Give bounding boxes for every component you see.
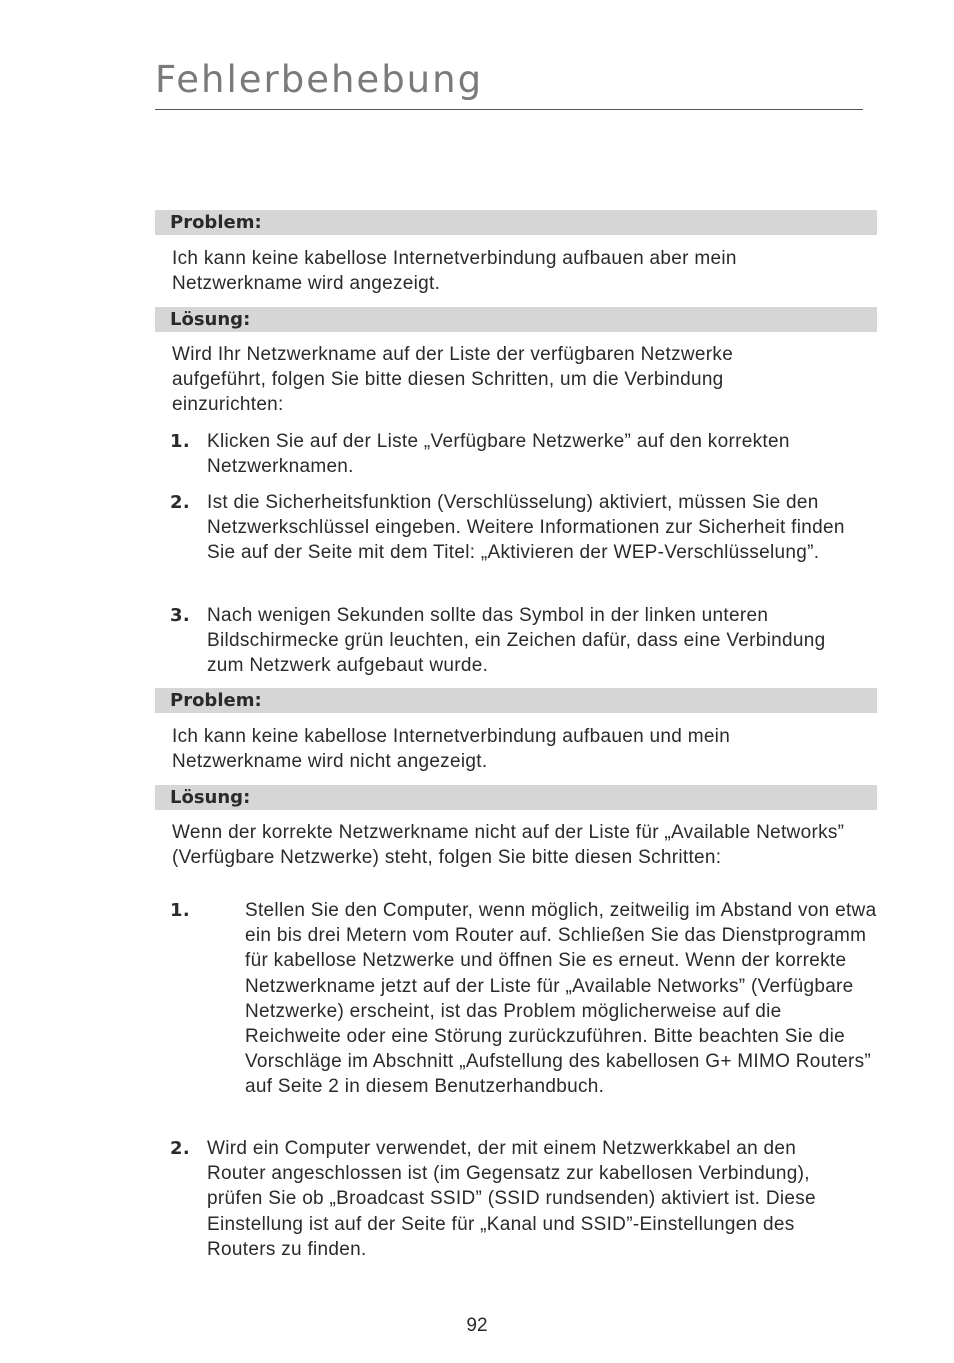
problem-text: Ich kann keine kabellose Internetverbindung aufbauen und mein Netzwerkname wird nicht angezeigt. bbox=[172, 726, 731, 773]
list-item bbox=[155, 429, 815, 479]
step-number: 2. bbox=[170, 1138, 190, 1159]
step-text: Nach wenigen Sekunden sollte das Symbol in der linken unteren Bildschirmecke grün leuchten, ein Zeichen dafür, dass eine Verbindung zum Netzwerk aufgebaut wurde. bbox=[207, 605, 826, 677]
list-item bbox=[155, 603, 857, 679]
step-number: 2. bbox=[170, 492, 190, 513]
step-number: 1. bbox=[170, 900, 190, 921]
step-number: 3. bbox=[170, 605, 190, 626]
step-text: Ist die Sicherheitsfunktion (Verschlüsselung) aktiviert, müssen Sie den Netzwerkschlüssel eingeben. Weitere Informationen zur Sicherheit finden Sie auf der Seite mit dem Titel: „Aktivieren der WEP-Verschlüsselung”. bbox=[207, 492, 845, 564]
step-text: Klicken Sie auf der Liste „Verfügbare Netzwerke” auf den korrekten Netzwerknamen. bbox=[207, 431, 790, 478]
solution-label: Lösung: bbox=[155, 307, 877, 332]
steps-list-2b bbox=[155, 1136, 877, 1262]
list-item bbox=[155, 490, 857, 566]
step-text: Wird ein Computer verwendet, der mit einem Netzwerkkabel an den Router angeschlossen ist (im Gegensatz zur kabellosen Verbindung), prüfen Sie ob „Broadcast SSID” (SSID rundsenden) aktiviert ist. Diese Einstellung ist auf der Seite für „Kanal und SSID”-Einstellungen des Routers zu finden. bbox=[207, 1138, 816, 1260]
problem-section-1 bbox=[155, 210, 877, 296]
steps-list-1c bbox=[155, 603, 877, 679]
steps-list-1b bbox=[155, 490, 877, 566]
solution-intro: Wenn der korrekte Netzwerkname nicht auf der Liste für „Available Networks” (Verfügbare Netzwerke) steht, folgen Sie bitte diesen Schritten: bbox=[172, 822, 845, 869]
page-title: Fehlerbehebung bbox=[155, 58, 484, 101]
solution-section-2 bbox=[155, 785, 877, 870]
solution-label: Lösung: bbox=[155, 785, 877, 810]
list-item bbox=[155, 898, 877, 1100]
title-divider bbox=[155, 109, 863, 110]
step-number: 1. bbox=[170, 431, 190, 452]
problem-label: Problem: bbox=[155, 210, 877, 235]
step-text: Stellen Sie den Computer, wenn möglich, zeitweilig im Abstand von etwa ein bis drei Metern vom Router auf. Schließen Sie das Dienstprogramm für kabellose Netzwerke und öffnen Sie es erneut. Wenn der korrekte Netzwerkname jetzt auf der Liste für „Available Networks” (Verfügbare Netzwerke) erscheint, ist das Problem möglicherweise auf die Reichweite oder eine Störung zurückzuführen. Bitte beachten Sie die Vorschläge im Abschnitt „Aufstellung des kabellosen G+ MIMO Routers” auf Seite 2 in diesem Benutzerhandbuch. bbox=[245, 900, 877, 1098]
solution-intro: Wird Ihr Netzwerkname auf der Liste der verfügbaren Netzwerke aufgeführt, folgen Sie bitte diesen Schritten, um die Verbindung einzurichten: bbox=[172, 344, 734, 416]
steps-list-2 bbox=[155, 898, 877, 1100]
steps-list-1 bbox=[155, 429, 877, 479]
problem-text: Ich kann keine kabellose Internetverbindung aufbauen aber mein Netzwerkname wird angezeigt. bbox=[172, 248, 737, 295]
list-item bbox=[155, 1136, 857, 1262]
solution-section-1 bbox=[155, 307, 877, 418]
problem-label: Problem: bbox=[155, 688, 877, 713]
problem-section-2 bbox=[155, 688, 877, 774]
page-number: 92 bbox=[466, 1315, 488, 1336]
